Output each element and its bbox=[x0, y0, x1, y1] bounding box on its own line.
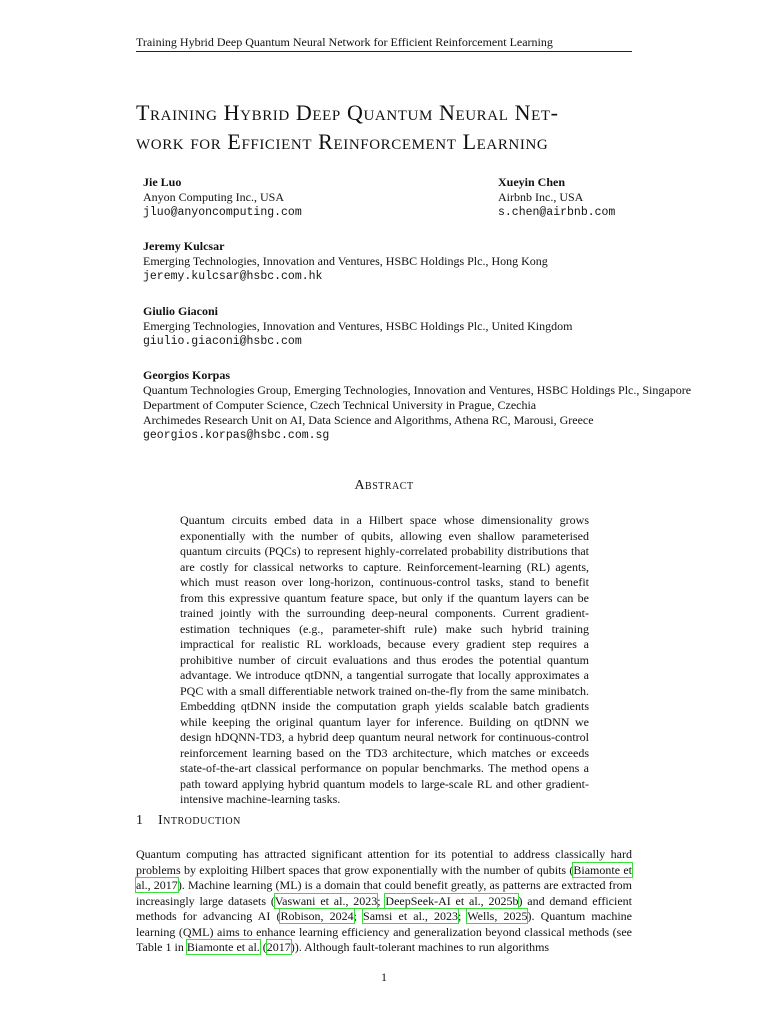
section-number: 1 bbox=[136, 813, 144, 828]
abstract-heading: Abstract bbox=[354, 478, 414, 493]
author-email[interactable]: jeremy.kulcsar@hsbc.com.hk bbox=[143, 270, 323, 283]
intro-text: ; bbox=[353, 909, 364, 923]
author-affiliation: Airbnb Inc., USA bbox=[498, 190, 584, 204]
citation-link[interactable]: Biamonte et al., 2017 bbox=[136, 862, 632, 892]
author-affiliation: Quantum Technologies Group, Emerging Technologies, Innovation and Ventures, HSBC Holdings Plc., Singapore bbox=[143, 383, 692, 397]
author-affiliation: Emerging Technologies, Innovation and Ventures, HSBC Holdings Plc., United Kingdom bbox=[143, 319, 573, 333]
author-email[interactable]: giulio.giaconi@hsbc.com bbox=[143, 335, 302, 348]
intro-text: )). Although fault-tolerant machines to run algorithms bbox=[290, 940, 550, 954]
title-line-1: Training Hybrid Deep Quantum Neural Net- bbox=[136, 100, 559, 125]
author-affiliation: Archimedes Research Unit on AI, Data Science and Algorithms, Athena RC, Marousi, Greece bbox=[143, 413, 594, 427]
author-block bbox=[143, 175, 302, 220]
title-line-2: work for Efficient Reinforcement Learning bbox=[136, 129, 549, 154]
author-block bbox=[498, 175, 615, 220]
citation-link[interactable]: Biamonte et al. bbox=[186, 940, 260, 954]
citation-link[interactable]: Samsi et al., 2023 bbox=[363, 909, 459, 923]
citation-link[interactable]: Vaswani et al., 2023 bbox=[274, 893, 378, 908]
author-name: Giulio Giaconi bbox=[143, 304, 219, 318]
page-number: 1 bbox=[381, 970, 387, 984]
author-block bbox=[143, 304, 572, 349]
author-affiliation: Anyon Computing Inc., USA bbox=[143, 190, 284, 204]
citation-link[interactable]: Robison, 2024 bbox=[280, 909, 354, 923]
intro-text: ; bbox=[377, 893, 386, 908]
author-name: Jeremy Kulcsar bbox=[143, 239, 225, 253]
author-email[interactable]: georgios.korpas@hsbc.com.sg bbox=[143, 429, 330, 442]
intro-text: ). Machine learning (ML) is a domain that could benefit greatly, as patterns are extracted from increasingly large datasets ( bbox=[136, 878, 632, 908]
header-rule bbox=[136, 51, 632, 52]
intro-text: ; bbox=[458, 909, 468, 923]
author-affiliation: Department of Computer Science, Czech Technical University in Prague, Czechia bbox=[143, 398, 537, 412]
author-name: Jie Luo bbox=[143, 175, 182, 189]
author-affiliation: Emerging Technologies, Innovation and Ventures, HSBC Holdings Plc., Hong Kong bbox=[143, 254, 548, 268]
intro-text: ( bbox=[259, 940, 267, 954]
intro-text: ) and demand efficient methods for advancing AI ( bbox=[136, 893, 632, 923]
intro-text: ). Quantum machine learning (QML) aims to enhance learning efficiency and generalization beyond classical methods (see Table 1 in bbox=[136, 909, 632, 954]
intro-text: Quantum computing has attracted significant attention for its potential to address classically hard problems by exploiting Hilbert spaces that grow exponentially with the number of qubits ( bbox=[136, 847, 632, 877]
section-heading bbox=[136, 813, 241, 829]
citation-link[interactable]: Wells, 2025 bbox=[467, 909, 528, 923]
author-name: Georgios Korpas bbox=[143, 368, 230, 382]
author-block bbox=[143, 368, 691, 443]
introduction-text bbox=[136, 847, 632, 956]
abstract-text: Quantum circuits embed data in a Hilbert space whose dimensionality grows exponentially with the number of qubits, allowing even shallow parameterised quantum circuits (PQCs) to represent highly-correlated probability distributions that are costly for classical networks to capture. Reinforcement-learning (RL) agents, which must reason over long-horizon, continuous-control tasks, stand to benefit from this expressive quantum feature space, but only if the quantum layers can be trained jointly with the surrounding deep-neural components. Current gradient-estimation techniques (e.g., parameter-shift rule) make such hybrid training impractical for realistic RL workloads, because every gradient step requires a prohibitive number of circuit evaluations and thus erodes the potential quantum advantage. We introduce qtDNN, a tangential surrogate that locally approximates a PQC with a small differentiable network trained on-the-fly from the same minibatch. Embedding qtDNN inside the computation graph yields scalable batch gradients while keeping the original quantum layer for inference. Building on qtDNN we design hDQNN-TD3, a hybrid deep quantum neural network for continuous-control reinforcement learning based on the TD3 architecture, which matches or exceeds state-of-the-art classical performance on popular benchmarks. The method opens a path toward applying hybrid quantum models to large-scale RL and other gradient-intensive machine-learning tasks. bbox=[180, 513, 589, 806]
section-title: Introduction bbox=[158, 813, 241, 828]
running-header: Training Hybrid Deep Quantum Neural Network for Efficient Reinforcement Learning bbox=[136, 35, 553, 49]
author-name: Xueyin Chen bbox=[498, 175, 566, 189]
paper-title bbox=[136, 98, 636, 156]
citation-link[interactable]: 2017 bbox=[266, 940, 291, 954]
citation-link[interactable]: DeepSeek-AI et al., 2025b bbox=[385, 893, 519, 908]
author-email[interactable]: s.chen@airbnb.com bbox=[498, 206, 616, 219]
author-email[interactable]: jluo@anyoncomputing.com bbox=[143, 206, 302, 219]
author-block bbox=[143, 239, 548, 284]
